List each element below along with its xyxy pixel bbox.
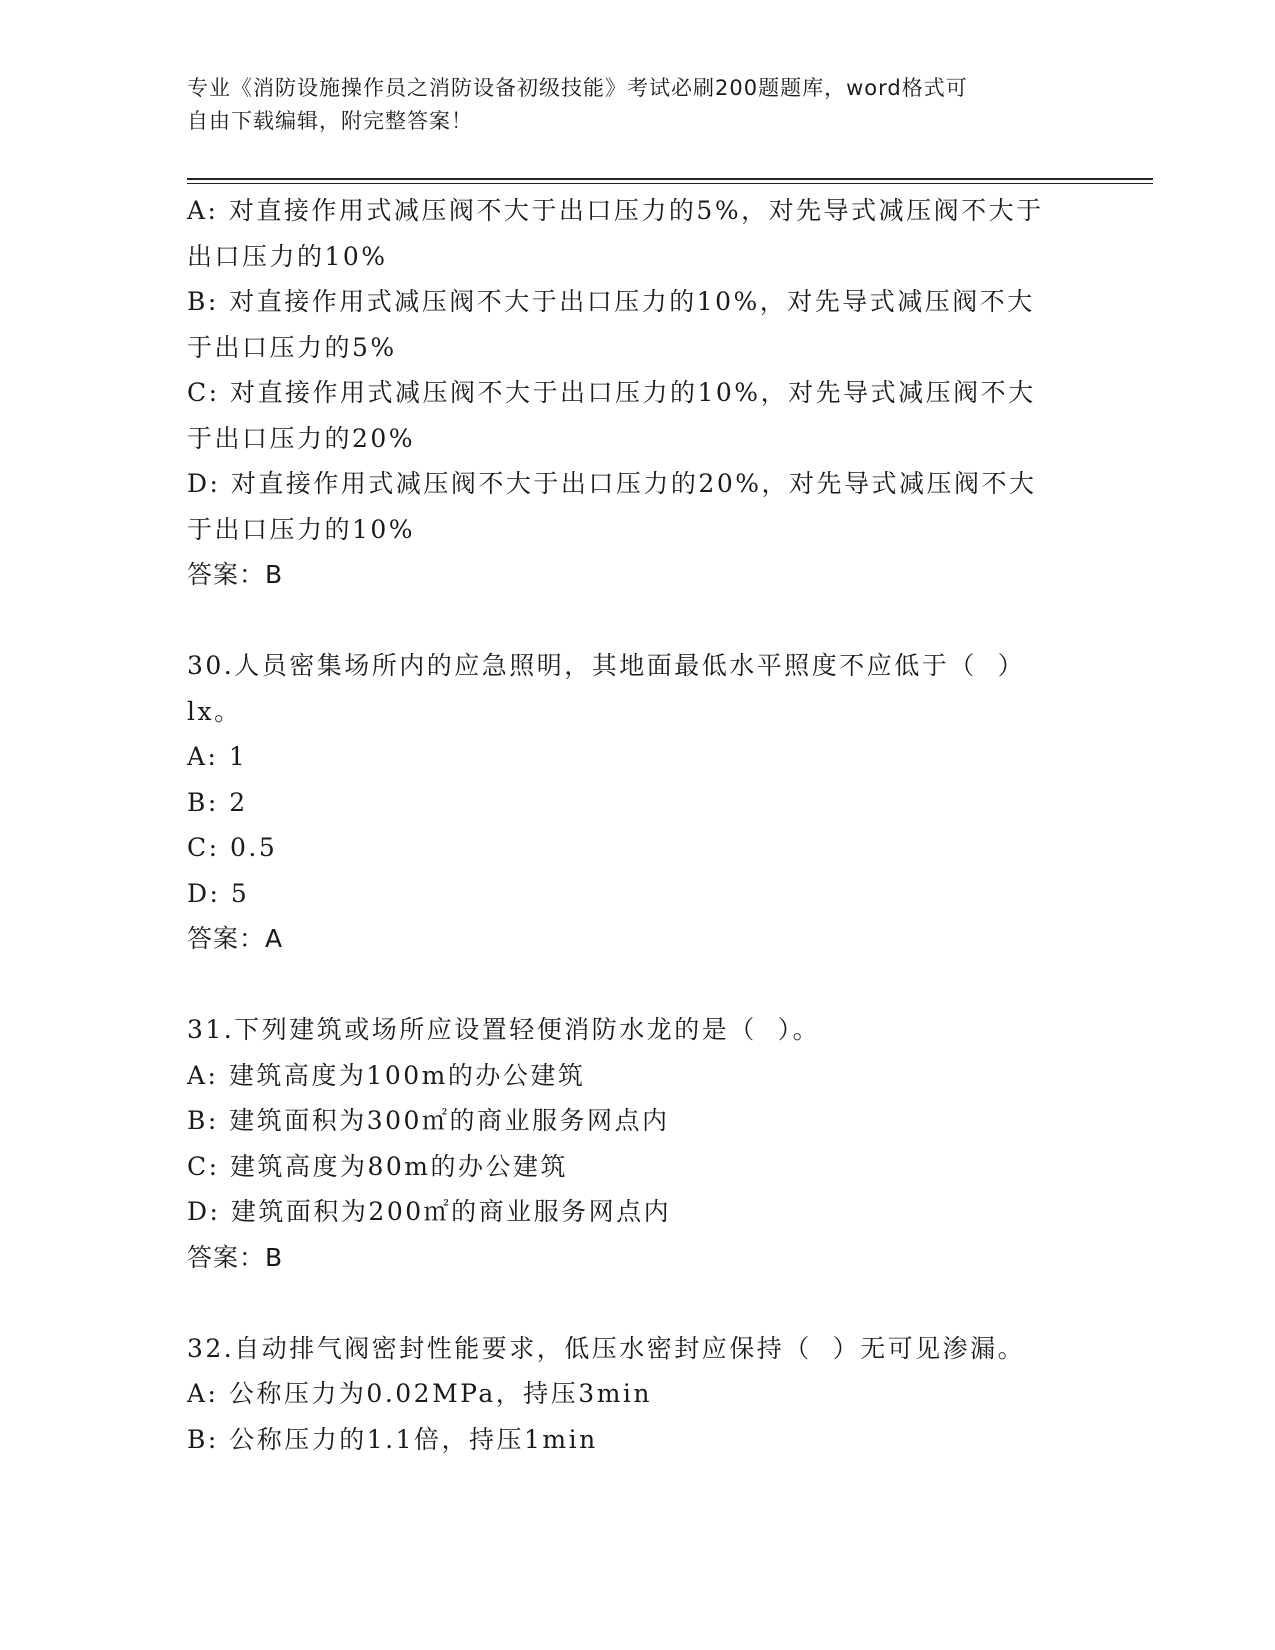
answer: 答案：A [187,924,284,953]
header-line-2: 自由下载编辑，附完整答案！ [187,109,473,133]
option-d: D: 对直接作用式减压阀不大于出口压力的20%，对先导式减压阀不大 [187,469,1037,498]
spacer [187,962,1077,1008]
option-b-cont: 于出口压力的5% [187,332,397,362]
spacer [187,1280,1077,1326]
option-d: D: 建筑面积为200㎡的商业服务网点内 [187,1197,672,1226]
answer: 答案：B [187,1242,284,1272]
question-32 [187,1326,1077,1463]
option-d-cont: 于出口压力的10% [187,514,416,544]
question-stem: 32.自动排气阀密封性能要求，低压水密封应保持（ ）无可见渗漏。 [187,1333,1026,1363]
header-line-1: 专业《消防设施操作员之消防设备初级技能》考试必刷200题题库，word格式可 [187,76,968,100]
option-a-cont: 出口压力的10% [187,241,388,271]
question-list [187,188,1077,1462]
option-c: C: 对直接作用式减压阀不大于出口压力的10%，对先导式减压阀不大 [187,378,1036,407]
header-rule-thin [187,183,1153,184]
option-c: C: 0.5 [187,833,278,862]
option-b: B: 对直接作用式减压阀不大于出口压力的10%，对先导式减压阀不大 [187,287,1035,316]
question-stem: 30.人员密集场所内的应急照明，其地面最低水平照度不应低于（ ） [187,651,1026,680]
option-a: A: 1 [187,742,248,771]
header-rule-thick [187,178,1153,180]
answer: 答案：B [187,560,284,589]
option-b: B: 2 [187,787,248,817]
option-c-cont: 于出口压力的20% [187,423,416,453]
question-30 [187,643,1077,962]
spacer [187,598,1077,644]
question-29 [187,188,1077,598]
question-31 [187,1007,1077,1280]
option-d: D: 5 [187,878,250,908]
document-header [187,72,1067,138]
option-b: B: 公称压力的1.1倍，持压1min [187,1424,598,1454]
question-stem: 31.下列建筑或场所应设置轻便消防水龙的是（ ）。 [187,1015,821,1044]
option-b: B: 建筑面积为300㎡的商业服务网点内 [187,1106,670,1135]
option-a: A: 对直接作用式减压阀不大于出口压力的5%，对先导式减压阀不大于 [187,196,1044,225]
question-stem-cont: lx。 [187,696,242,726]
option-a: A: 建筑高度为100m的办公建筑 [187,1060,586,1090]
option-c: C: 建筑高度为80m的办公建筑 [187,1151,569,1181]
option-a: A: 公称压力为0.02MPa，持压3min [187,1379,652,1408]
